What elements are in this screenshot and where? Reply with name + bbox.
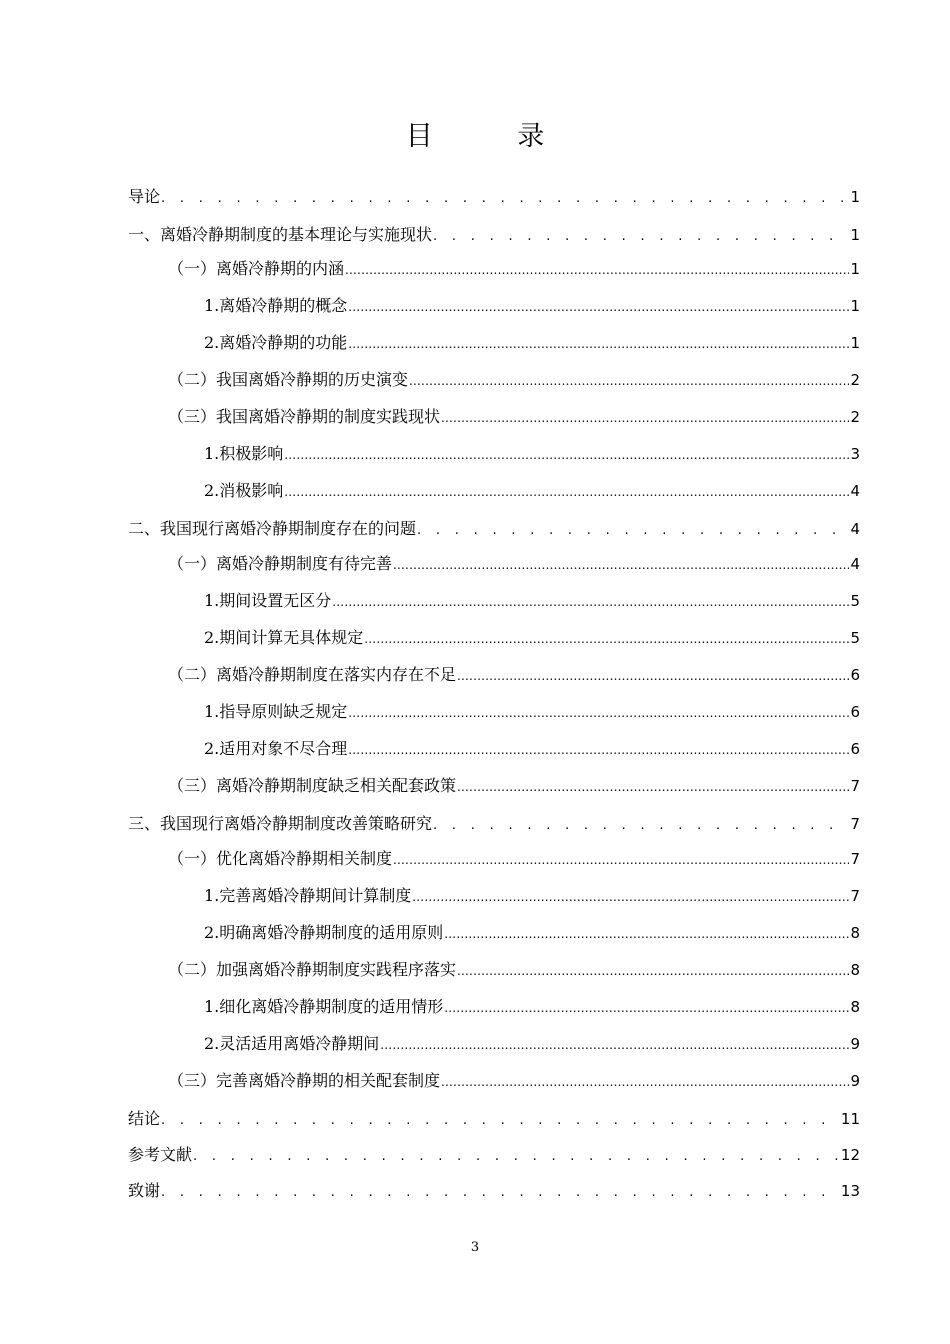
toc-entry-page: 8	[850, 924, 860, 942]
toc-entry-page: 4	[850, 520, 860, 538]
toc-entry[interactable]	[168, 1070, 860, 1093]
toc-entry[interactable]	[204, 627, 860, 650]
toc-dot-leader	[433, 226, 849, 248]
toc-dot-leader	[393, 554, 849, 576]
toc-entry-label: （二）离婚冷静期制度在落实内存在不足	[168, 665, 457, 684]
toc-entry[interactable]	[168, 369, 860, 392]
toc-entry-page: 1	[850, 297, 860, 315]
toc-entry[interactable]	[128, 813, 860, 837]
toc-dot-leader	[409, 370, 849, 392]
toc-entry-label: （一）离婚冷静期制度有待完善	[168, 554, 393, 573]
toc-dot-leader	[444, 923, 849, 945]
toc-entry[interactable]	[204, 443, 860, 466]
toc-entry[interactable]	[204, 996, 860, 1019]
toc-dot-leader	[364, 628, 849, 650]
toc-entry-label: 1.积极影响	[204, 444, 284, 463]
toc-entry-page: 11	[840, 1110, 860, 1128]
toc-entry-page: 5	[850, 592, 860, 610]
toc-dot-leader	[457, 776, 849, 798]
toc-entry-page: 7	[850, 887, 860, 905]
toc-entry-page: 7	[850, 850, 860, 868]
toc-entry-page: 13	[840, 1182, 860, 1200]
toc-dot-leader	[161, 1110, 840, 1132]
toc-entry-label: 1.完善离婚冷静期间计算制度	[204, 886, 412, 905]
toc-entry-page: 12	[840, 1146, 860, 1164]
toc-entry-page: 6	[850, 666, 860, 684]
toc-entry-page: 4	[850, 555, 860, 573]
toc-entry[interactable]	[204, 480, 860, 503]
toc-entry[interactable]	[204, 922, 860, 945]
toc-entry-page: 1	[850, 260, 860, 278]
toc-dot-leader	[284, 444, 849, 466]
toc-entry[interactable]	[204, 738, 860, 761]
toc-entry[interactable]	[168, 959, 860, 982]
toc-entry-label: （一）离婚冷静期的内涵	[168, 259, 345, 278]
toc-entry-label: 三、我国现行离婚冷静期制度改善策略研究	[128, 814, 433, 833]
toc-entry-page: 1	[850, 188, 860, 206]
toc-dot-leader	[348, 702, 849, 724]
toc-entry-label: 1.指导原则缺乏规定	[204, 702, 348, 721]
toc-entry-label: 一、离婚冷静期制度的基本理论与实施现状	[128, 225, 433, 244]
toc-entry-label: 二、我国现行离婚冷静期制度存在的问题	[128, 519, 417, 538]
toc-entry-page: 9	[850, 1072, 860, 1090]
toc-entry[interactable]	[204, 701, 860, 724]
toc-entry-page: 6	[850, 740, 860, 758]
toc-entry-label: 2.期间计算无具体规定	[204, 628, 364, 647]
toc-entry-label: （三）完善离婚冷静期的相关配套制度	[168, 1071, 441, 1090]
toc-entry[interactable]	[168, 553, 860, 576]
toc-dot-leader	[457, 960, 849, 982]
toc-entry-page: 2	[850, 371, 860, 389]
toc-entry[interactable]	[204, 885, 860, 908]
toc-entry-page: 1	[850, 334, 860, 352]
toc-entry-label: 2.明确离婚冷静期制度的适用原则	[204, 923, 444, 942]
toc-entry[interactable]	[204, 590, 860, 613]
toc-dot-leader	[161, 188, 849, 210]
toc-dot-leader	[393, 849, 849, 871]
toc-entry[interactable]	[128, 1144, 860, 1168]
toc-entry-page: 2	[850, 408, 860, 426]
toc-entry[interactable]	[168, 258, 860, 281]
toc-entry-page: 9	[850, 1035, 860, 1053]
toc-entry-page: 8	[850, 998, 860, 1016]
page-number: 3	[470, 1240, 480, 1255]
toc-entry-label: （二）加强离婚冷静期制度实践程序落实	[168, 960, 457, 979]
toc-entry[interactable]	[204, 295, 860, 318]
toc-entry-label: 2.离婚冷静期的功能	[204, 333, 348, 352]
toc-dot-leader	[348, 333, 849, 355]
toc-entry[interactable]	[168, 848, 860, 871]
page-title: 目 录	[405, 121, 583, 152]
toc-dot-leader	[441, 407, 849, 429]
toc-dot-leader	[161, 1182, 840, 1204]
toc-entry-label: （二）我国离婚冷静期的历史演变	[168, 370, 409, 389]
toc-dot-leader	[412, 886, 849, 908]
toc-dot-leader	[417, 520, 849, 542]
toc-entry[interactable]	[204, 1033, 860, 1056]
toc-entry-label: （三）我国离婚冷静期的制度实践现状	[168, 407, 441, 426]
toc-entry-page: 7	[850, 777, 860, 795]
toc-dot-leader	[433, 815, 849, 837]
toc-entry[interactable]	[168, 775, 860, 798]
toc-entry[interactable]	[128, 518, 860, 542]
toc-entry-label: 1.期间设置无区分	[204, 591, 332, 610]
toc-entry-label: 1.细化离婚冷静期制度的适用情形	[204, 997, 444, 1016]
toc-dot-leader	[348, 739, 849, 761]
toc-entry-label: 2.灵活适用离婚冷静期间	[204, 1034, 380, 1053]
toc-entry-page: 4	[850, 482, 860, 500]
toc-dot-leader	[284, 481, 849, 503]
toc-dot-leader	[345, 259, 849, 281]
toc-entry-label: 结论	[128, 1109, 161, 1128]
toc-entry[interactable]	[204, 332, 860, 355]
toc-dot-leader	[441, 1071, 849, 1093]
toc-entry-label: 1.离婚冷静期的概念	[204, 296, 348, 315]
toc-entry[interactable]	[128, 224, 860, 248]
toc-entry-label: 参考文献	[128, 1145, 193, 1164]
toc-entry[interactable]	[128, 1180, 860, 1204]
toc-entry-page: 8	[850, 961, 860, 979]
toc-entry-label: 2.适用对象不尽合理	[204, 739, 348, 758]
toc-dot-leader	[457, 665, 849, 687]
toc-entry-label: （三）离婚冷静期制度缺乏相关配套政策	[168, 776, 457, 795]
toc-dot-leader	[332, 591, 849, 613]
toc-entry-page: 5	[850, 629, 860, 647]
toc-entry-label: 致谢	[128, 1181, 161, 1200]
toc-entry[interactable]	[168, 664, 860, 687]
toc-entry-label: 2.消极影响	[204, 481, 284, 500]
toc-dot-leader	[193, 1146, 840, 1168]
toc-entry-label: 导论	[128, 187, 161, 206]
toc-dot-leader	[380, 1034, 849, 1056]
toc-entry-page: 1	[850, 226, 860, 244]
toc-dot-leader	[348, 296, 849, 318]
toc-entry-page: 6	[850, 703, 860, 721]
toc-dot-leader	[444, 997, 849, 1019]
toc-entry[interactable]	[128, 186, 860, 210]
toc-entry[interactable]	[168, 406, 860, 429]
toc-entry[interactable]	[128, 1108, 860, 1132]
toc-entry-page: 7	[850, 815, 860, 833]
toc-entry-page: 3	[850, 445, 860, 463]
toc-entry-label: （一）优化离婚冷静期相关制度	[168, 849, 393, 868]
